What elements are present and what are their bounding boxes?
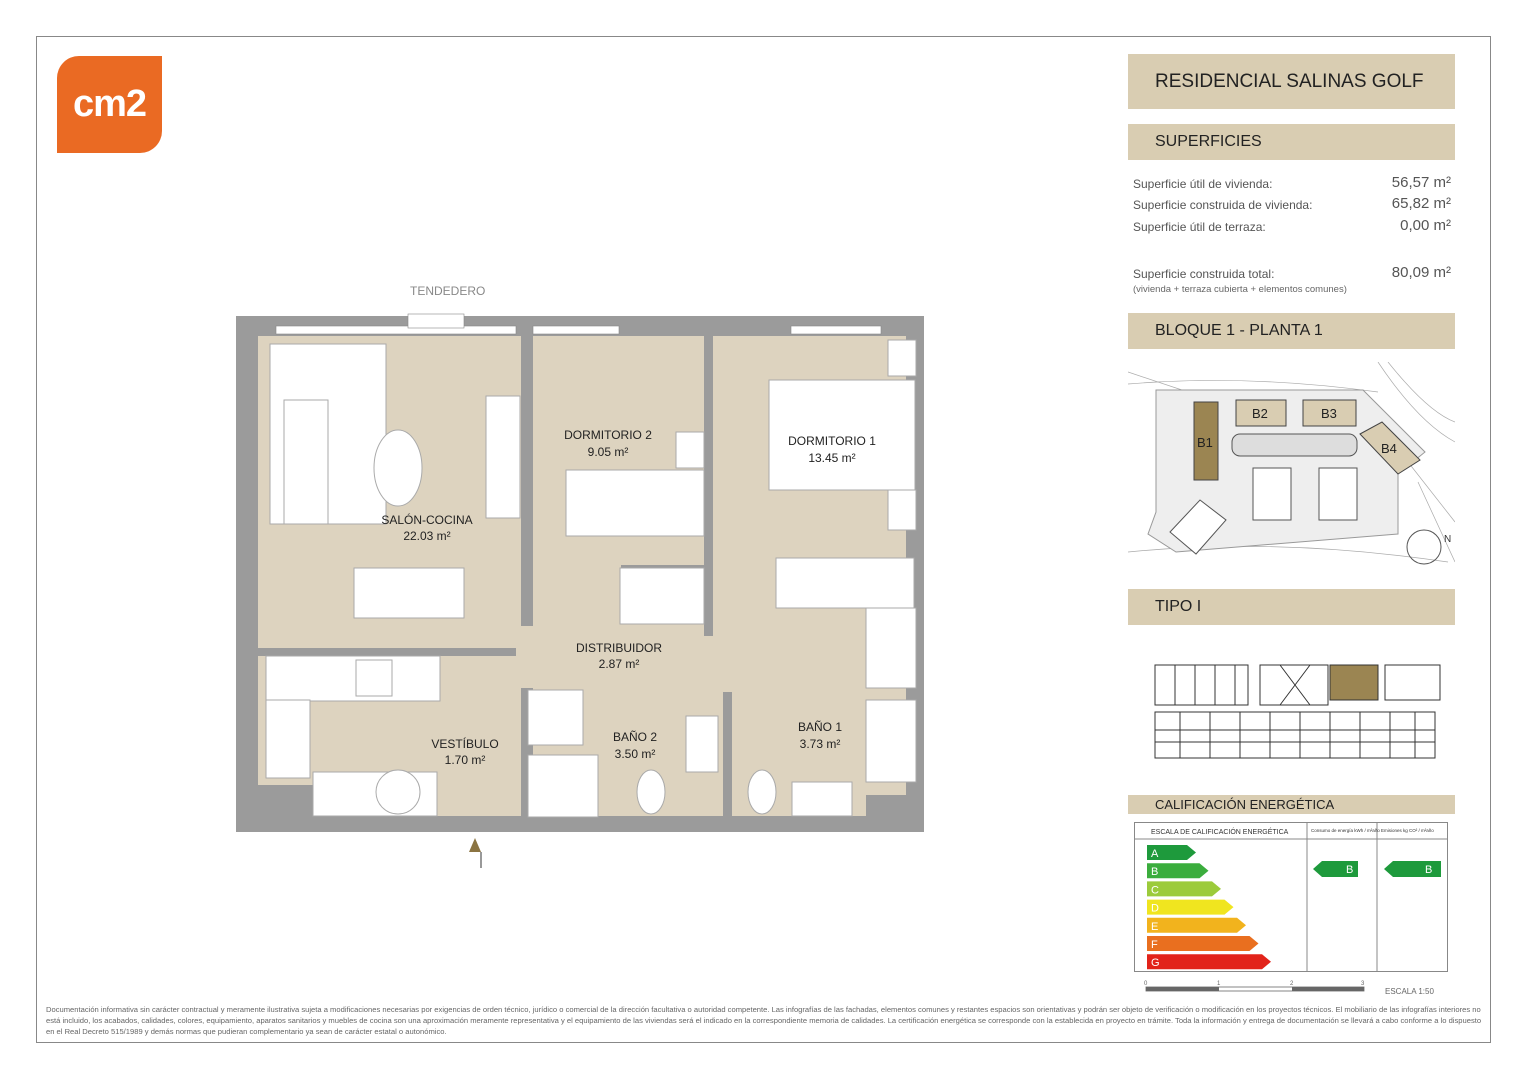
block-b1-label: B1 <box>1197 435 1213 450</box>
superficie-value: 56,57 m² <box>1391 174 1451 191</box>
room-name-dormitorio-1: DORMITORIO 1 <box>788 434 876 448</box>
floor-key-plan <box>1150 660 1445 762</box>
site-plan <box>1128 362 1455 577</box>
energy-class-letter: A <box>1151 848 1159 860</box>
energy-class-letter: D <box>1151 902 1159 915</box>
superficie-label: Superficie construida total: <box>1133 267 1275 281</box>
energy-class-letter: E <box>1151 920 1159 933</box>
tendedero-label: TENDEDERO <box>410 284 486 298</box>
room-name-bano-1: BAÑO 1 <box>797 720 843 734</box>
superficie-construida-total <box>1133 264 1451 281</box>
emissions-header: Emisiones kg CO² / m²año <box>1381 828 1434 833</box>
superficie-util-terraza <box>1133 217 1451 234</box>
scale-tick: 0 <box>1144 981 1148 987</box>
superficie-note: (vivienda + terraza cubierta + elementos comunes) <box>1133 284 1347 295</box>
superficie-label: Superficie construida de vivienda: <box>1133 198 1313 212</box>
emissions-rating: B <box>1425 864 1433 876</box>
consumption-rating: B <box>1346 864 1354 876</box>
room-area-salon-cocina: 22.03 m² <box>403 529 451 543</box>
superficies-band <box>1128 124 1455 160</box>
block-b3-label: B3 <box>1321 406 1337 421</box>
superficie-label: Superficie útil de terraza: <box>1133 220 1266 234</box>
north-label: N <box>1444 534 1452 545</box>
bloque-heading: BLOQUE 1 - PLANTA 1 <box>1155 322 1323 339</box>
project-title-band <box>1128 54 1455 109</box>
superficie-value: 65,82 m² <box>1391 195 1451 212</box>
scale-tick: 1 <box>1217 981 1221 987</box>
tipo-highlight <box>1330 665 1378 700</box>
room-name-vestibulo: VESTÍBULO <box>431 737 499 751</box>
pool-area <box>1232 434 1357 456</box>
consumption-header: Consumo de energía kWh / m²año <box>1311 828 1380 833</box>
room-name-dormitorio-2: DORMITORIO 2 <box>564 428 652 442</box>
site-building <box>1253 468 1291 520</box>
energy-class-bar <box>1147 954 1271 969</box>
tipo-heading: TIPO I <box>1155 598 1202 615</box>
superficie-util-vivienda <box>1133 174 1451 191</box>
room-area-dormitorio-1: 13.45 m² <box>808 451 856 465</box>
room-name-bano-2: BAÑO 2 <box>612 730 658 744</box>
emissions-rating-arrow <box>1384 861 1441 877</box>
room-area-distribuidor: 2.87 m² <box>598 657 640 671</box>
energy-class-letter: B <box>1151 866 1159 879</box>
energy-class-letter: G <box>1151 957 1160 970</box>
floor-plan <box>236 280 926 870</box>
superficie-construida-vivienda <box>1133 195 1451 212</box>
energy-class-letter: F <box>1151 939 1158 951</box>
tipo-band <box>1128 589 1455 625</box>
entrance-arrow-icon <box>469 838 481 868</box>
energy-band <box>1128 795 1455 814</box>
energy-chart <box>1135 823 1447 971</box>
room-area-dormitorio-2: 9.05 m² <box>587 445 629 459</box>
superficie-label: Superficie útil de vivienda: <box>1133 177 1273 191</box>
room-area-bano-2: 3.50 m² <box>614 747 656 761</box>
project-title: RESIDENCIAL SALINAS GOLF <box>1155 70 1424 92</box>
energy-class-bar <box>1147 936 1259 951</box>
superficie-value: 80,09 m² <box>1391 264 1451 281</box>
scale-tick: 2 <box>1290 981 1294 987</box>
graphic-scale <box>1144 978 1368 994</box>
scale-header: ESCALA DE CALIFICACIÓN ENERGÉTICA <box>1151 829 1289 836</box>
energy-class-bar <box>1147 918 1246 933</box>
energy-class-letter: C <box>1151 884 1159 897</box>
legal-disclaimer: Documentación informativa sin carácter contractual y meramente ilustrativa sujeta a modificaciones necesarias por exigencias de orden técnico, jurídico o comercial de la dirección facultativa o autoridad competente. Las infografías de las fachadas, elementos comunes y restantes espacios son orientativas y podrán ser objeto de verificación o modificación en los proyectos técnicos. El mobiliario de las infografías interiores no está incluido, los acabados, calidades, colores, equipamiento, aparatos sanitarios y muebles de cocina son una aproximación meramente representativa y el equipamiento de las viviendas será el indicado en la correspondiente memoria de calidades. La certificación energética se corresponde con la establecida en proyecto en trámite. Toda la información y entrega de documentación se llevará a cabo conforme a lo dispuesto en el Real Decreto 515/1989 y demás normas que pudieran complementario ya sean de carácter estatal o autonómico. <box>46 1005 1482 1036</box>
energy-label-box <box>1134 822 1448 972</box>
bloque-band <box>1128 313 1455 349</box>
scale-label: ESCALA 1:50 <box>1385 987 1434 996</box>
room-name-distribuidor: DISTRIBUIDOR <box>575 641 663 655</box>
consumption-rating-arrow <box>1313 861 1358 877</box>
room-area-bano-1: 3.73 m² <box>799 737 841 751</box>
superficie-value: 0,00 m² <box>1400 217 1451 234</box>
room-name-salon-cocina: SALÓN-COCINA <box>381 513 473 527</box>
block-b2-label: B2 <box>1252 406 1268 421</box>
site-building <box>1319 468 1357 520</box>
superficies-heading: SUPERFICIES <box>1155 133 1262 150</box>
cm2-logo <box>57 56 162 153</box>
logo-text: cm2 <box>72 83 147 125</box>
scale-tick: 3 <box>1361 981 1365 987</box>
energy-heading: CALIFICACIÓN ENERGÉTICA <box>1155 797 1335 812</box>
block-b4-label: B4 <box>1381 441 1397 456</box>
key-plan-outline <box>1155 665 1440 758</box>
energy-class-bar <box>1147 900 1234 915</box>
room-area-vestibulo: 1.70 m² <box>444 753 486 767</box>
